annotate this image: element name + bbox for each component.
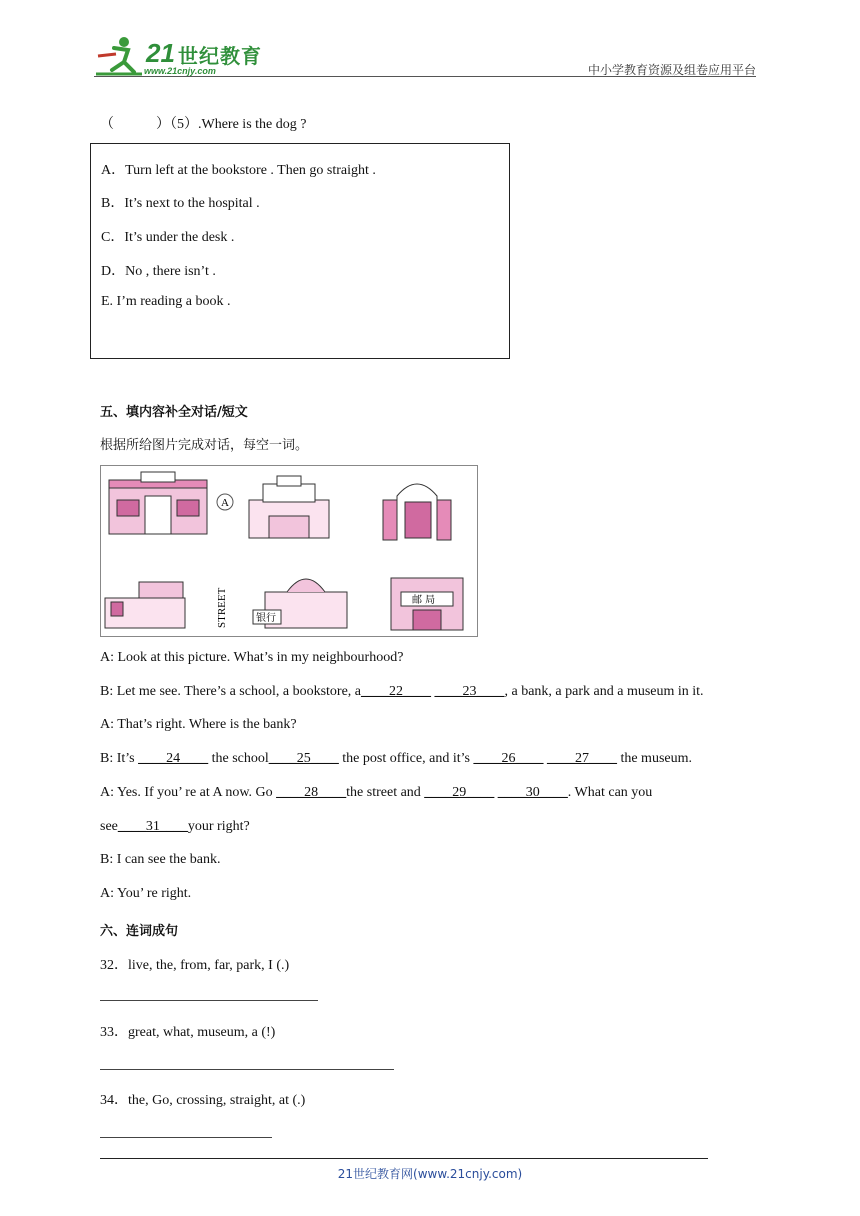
question-32: 32．live, the, from, far, park, I (.): [100, 958, 290, 973]
bookstore-building-icon: [109, 472, 207, 534]
blank-25[interactable]: ____25____: [268, 751, 339, 766]
blank-28[interactable]: ____28____: [276, 785, 347, 800]
neighbourhood-picture: [100, 465, 478, 637]
logo-text: 世纪教育: [178, 44, 262, 68]
question-33: 33．great, what, museum, a (!): [100, 1025, 276, 1040]
header-divider: [94, 76, 756, 77]
marker-a-label: A: [221, 497, 229, 509]
option-d: D．No , there isn’t .: [101, 264, 216, 279]
bank-building-icon: [253, 579, 347, 628]
blank-23[interactable]: ____23____: [434, 684, 505, 699]
dialog-line-6: see____31____your right?: [100, 819, 250, 834]
blank-31[interactable]: ____31____: [117, 819, 188, 834]
school-building-icon: [105, 582, 185, 628]
post-office-sign-label: 邮 局: [412, 595, 436, 606]
options-box: [90, 143, 510, 359]
footer-divider: [100, 1158, 708, 1159]
option-c: C．It’s under the desk .: [101, 230, 235, 245]
option-e: E. I’m reading a book .: [101, 294, 231, 309]
answer-line-32[interactable]: [100, 1000, 318, 1001]
blank-27[interactable]: ____27____: [546, 751, 617, 766]
logo-url: www.21cnjy.com: [144, 66, 216, 76]
blank-24[interactable]: ____24____: [138, 751, 209, 766]
question-5: （ ）（5）.Where is the dog ?: [100, 117, 307, 132]
footer-link[interactable]: 21世纪教育网(www.21cnjy.com): [337, 1167, 523, 1181]
answer-line-33[interactable]: [100, 1069, 394, 1070]
neighbourhood-illustration: [101, 466, 477, 636]
dialog-line-4: B: It’s ____24____ the school____25____ the post office, and it’s ____26____ ____27____ the museum.: [100, 751, 692, 766]
dialog-line-8: A: You’ re right.: [100, 886, 192, 901]
blank-22[interactable]: ____22____: [361, 684, 431, 699]
cinema-building-icon: [249, 476, 329, 538]
site-logo: [94, 34, 264, 78]
header-platform-text: 中小学教育资源及组卷应用平台: [587, 63, 756, 77]
park-gate-icon: [383, 484, 451, 540]
dialog-line-5: A: Yes. If you’ re at A now. Go ____28____the street and ____29____ ____30____. What can you: [100, 785, 653, 800]
street-label: STREET: [216, 587, 228, 628]
question-34: 34．the, Go, crossing, straight, at (.): [100, 1093, 306, 1108]
blank-30[interactable]: ____30____: [497, 785, 568, 800]
section-6-title: 六、连词成句: [100, 924, 179, 939]
answer-line-34[interactable]: [100, 1137, 272, 1138]
blank-26[interactable]: ____26____: [473, 751, 544, 766]
option-b: B．It’s next to the hospital .: [101, 196, 260, 211]
dialog-line-1: A: Look at this picture. What’s in my neighbourhood?: [100, 650, 404, 665]
dialog-line-3: A: That’s right. Where is the bank?: [100, 717, 297, 732]
blank-29[interactable]: ____29____: [424, 785, 495, 800]
post-office-building-icon: [391, 578, 463, 630]
runner-logo-icon: [94, 34, 146, 78]
section-5-instruction: 根据所给图片完成对话，每空一词。: [100, 438, 309, 453]
dialog-line-7: B: I can see the bank.: [100, 852, 221, 867]
option-a: A．Turn left at the bookstore . Then go straight .: [101, 163, 376, 178]
logo-number: 21: [146, 38, 175, 68]
bank-sign-label: 银行: [256, 613, 276, 624]
dialog-line-2: B: Let me see. There’s a school, a bookstore, a____22____ ____23____, a bank, a park and a museum in it.: [100, 684, 704, 699]
section-5-title: 五、填内容补全对话/短文: [100, 405, 248, 420]
